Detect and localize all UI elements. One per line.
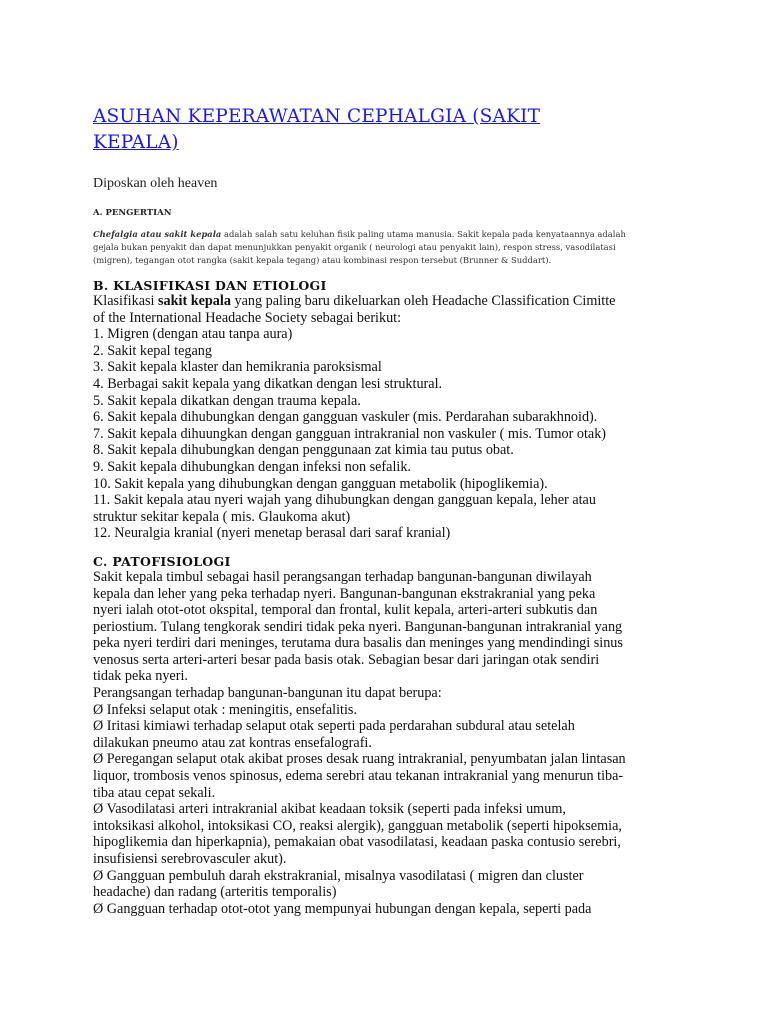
section-b-body (93, 293, 683, 542)
list-item: 9. Sakit kepala dihubungkan dengan infeksi non sefalik. (93, 458, 411, 475)
section-b (93, 278, 683, 542)
section-a-heading: A. PENGERTIAN (93, 208, 172, 218)
list-item: 5. Sakit kepala dikatkan dengan trauma kepala. (93, 392, 361, 409)
intro-bold-text: sakit kepala (158, 293, 231, 309)
list-item: 4. Berbagai sakit kepala yang dikatkan dengan lesi struktural. (93, 375, 443, 392)
section-c-body (93, 569, 683, 917)
bullet-line: Ø Infeksi selaput otak : meningitis, ensefalitis. (93, 701, 357, 718)
post-title-link[interactable] (93, 104, 683, 156)
paragraph-line: headache) dan radang (arteritis temporalis) (93, 884, 337, 901)
paragraph-line: nyeri ialah otot-otot okspital, temporal dan frontal, kulit kepala, arteri-arteri subkutis dan (93, 602, 598, 619)
paragraph-line: (migren), tegangan otot rangka (sakit kepala tegang) atau kombinasi respon tersebut (Brunner & Suddart). (93, 255, 552, 265)
paragraph-line: periostium. Tulang tengkorak sendiri tidak peka nyeri. Bangunan-bangunan intrakranial yang (93, 618, 623, 635)
list-item: 8. Sakit kepala dihubungkan dengan penggunaan zat kimia tau putus obat. (93, 442, 514, 459)
document-page (93, 104, 683, 917)
bullet-line: Ø Peregangan selaput otak akibat proses desak ruang intrakranial, penyumbatan jalan lintasan (93, 751, 626, 768)
list-item: 12. Neuralgia kranial (nyeri menetap berasal dari saraf kranial) (93, 525, 451, 542)
paragraph-line: hipoglikemia dan hiperkapnia), pemakaian obat vasodilatasi, keadaan paska contusio serebri, (93, 834, 621, 851)
section-a-lead: Chefalgia atau sakit kepala (93, 229, 222, 239)
paragraph-line: kepala dan leher yang peka terhadap nyeri. Bangunan-bangunan ekstrakranial yang peka (93, 585, 596, 602)
paragraph-line: Perangsangan terhadap bangunan-bangunan itu dapat berupa: (93, 685, 442, 702)
paragraph-line: venosus serta arteri-arteri besar pada basis otak. Sebagian besar dari jaringan otak sendiri (93, 651, 600, 668)
title-line[interactable]: KEPALA) (93, 132, 179, 153)
list-item: 1. Migren (dengan atau tanpa aura) (93, 326, 293, 343)
list-item: 2. Sakit kepal tegang (93, 342, 212, 359)
list-item: 7. Sakit kepala dihuungkan dengan gangguan intrakranial non vaskuler ( mis. Tumor otak) (93, 425, 607, 442)
paragraph-line: tidak peka nyeri. (93, 668, 188, 685)
paragraph-line: dilakukan pneumo atau zat kontras ensefalografi. (93, 734, 372, 751)
byline: Diposkan oleh heaven (93, 176, 218, 191)
bullet-line: Ø Vasodilatasi arteri intrakranial akibat keadaan toksik (seperti pada infeksi umum, (93, 801, 566, 818)
paragraph-line: liquor, trombosis venos spinosus, edema serebri atau tekanan intrakranial yang menurun tiba- (93, 768, 624, 785)
title-line[interactable]: ASUHAN KEPERAWATAN CEPHALGIA (SAKIT (93, 106, 541, 127)
bullet-line: Ø Gangguan terhadap otot-otot yang mempunyai hubungan dengan kepala, seperti pada (93, 900, 592, 917)
list-item: 6. Sakit kepala dihubungkan dengan gangguan vaskuler (mis. Perdarahan subarakhnoid). (93, 409, 598, 426)
section-b-heading: B. KLASIFIKASI DAN ETIOLOGI (93, 278, 327, 293)
list-item: struktur sekitar kepala ( mis. Glaukoma akut) (93, 508, 351, 525)
list-item: 10. Sakit kepala yang dihubungkan dengan gangguan metabolik (hipoglikemia). (93, 475, 548, 492)
bullet-line: Ø Iritasi kimiawi terhadap selaput otak seperti pada perdarahan subdural atau setelah (93, 718, 575, 735)
paragraph-line: Sakit kepala timbul sebagai hasil perangsangan terhadap bangunan-bangunan diwilayah (93, 568, 592, 585)
bullet-line: Ø Gangguan pembuluh darah ekstrakranial, misalnya vasodilatasi ( migren dan cluster (93, 867, 584, 884)
paragraph-line: tiba atau cepat sekali. (93, 784, 216, 801)
paragraph-line: gejala bukan penyakit dan dapat menunjukkan penyakit organik ( neurologi atau penyakit lain), respon stress, vasodilatasi (93, 242, 616, 252)
intro-line: of the International Headache Society sebagai berikut: (93, 309, 402, 326)
section-c (93, 554, 683, 917)
paragraph-line: peka nyeri terdiri dari meninges, terutama dura basalis dan meninges yang mendindingi sinus (93, 635, 623, 652)
paragraph-line: intoksikasi alkohol, intoksikasi CO, reaksi alergik), gangguan metabolik (seperti hipoksemia, (93, 817, 622, 834)
intro-text: yang paling baru dikeluarkan oleh Headache Classification Cimitte (230, 293, 616, 309)
intro-text: Klasifikasi (93, 293, 159, 309)
section-a-paragraph (93, 228, 683, 267)
list-item: 3. Sakit kepala klaster dan hemikrania paroksismal (93, 359, 382, 376)
paragraph-line: insufisiensi serebrovasculer akut). (93, 851, 287, 867)
paragraph-line: adalah salah satu keluhan fisik paling utama manusia. Sakit kepala pada kenyataannya adalah (221, 229, 626, 239)
section-c-heading: C. PATOFISIOLOGI (93, 553, 231, 569)
list-item: 11. Sakit kepala atau nyeri wajah yang dihubungkan dengan gangguan kepala, leher atau (93, 492, 596, 509)
